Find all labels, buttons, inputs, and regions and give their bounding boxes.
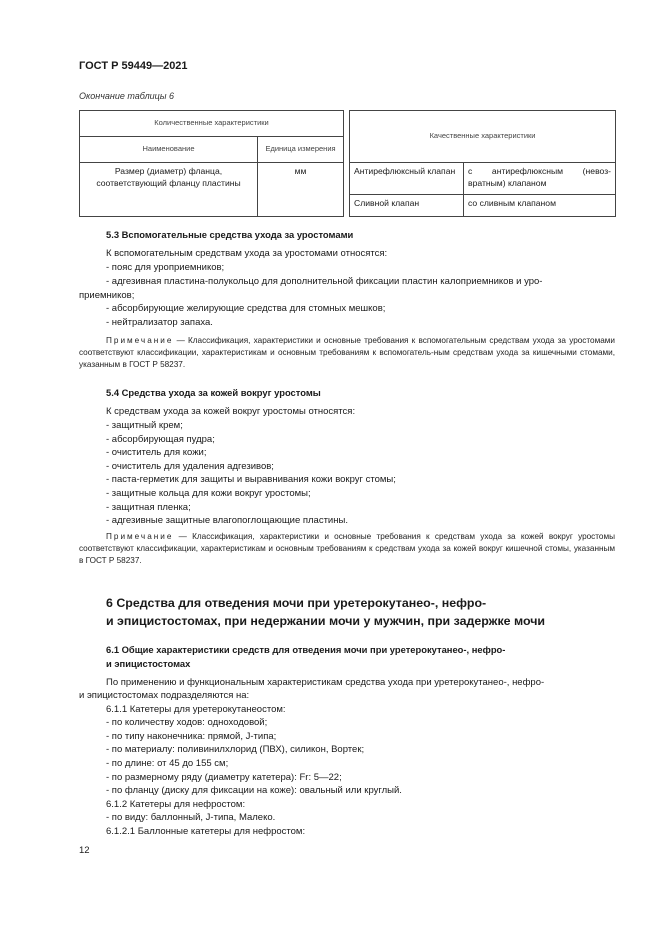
list-item: - абсорбирующие желирующие средства для стомных мешков; xyxy=(106,303,386,314)
list-item: приемников; xyxy=(79,290,135,301)
list-item: - очиститель для кожи; xyxy=(106,447,207,458)
list-item: - по длине: от 45 до 155 см; xyxy=(106,758,229,769)
paragraph: и эпицистостомах подразделяются на: xyxy=(79,690,250,701)
note-text: — Классификация, характеристики и основные требования к средствам ухода за кожей вокруг уростомы соответствуют классификации, характеристикам и основным требованиям к средствам ухода за кожей вокруг кишечной стомы, указанным в ГОСТ Р 58237. xyxy=(79,532,615,565)
table-cell-quality: Сливной клапан xyxy=(350,195,464,217)
characteristics-table xyxy=(79,110,616,217)
list-item: - адгезивная пластина-полукольцо для дополнительной фиксации пластин калоприемников и уро- xyxy=(106,276,543,287)
list-item: - по фланцу (диску для фиксации на коже): овальный или круглый. xyxy=(106,785,402,796)
group-header-qualitative: Качественные характеристики xyxy=(350,111,616,163)
note-label: Примечание xyxy=(106,336,174,345)
list-item: - по материалу: поливинилхлорид (ПВХ), силикон, Вортек; xyxy=(106,744,365,755)
column-header-unit: Единица измерения xyxy=(258,137,344,163)
list-item: - защитная пленка; xyxy=(106,502,191,513)
list-item: - по размерному ряду (диаметру катетера): Fr: 5—22; xyxy=(106,772,342,783)
list-item: - по типу наконечника: прямой, J-типа; xyxy=(106,731,277,742)
table-cell-quality-value: со сливным клапаном xyxy=(464,195,616,217)
column-header-name: Наименование xyxy=(80,137,258,163)
page-number: 12 xyxy=(79,845,90,856)
table-cell-quality: Антирефлюксный клапан xyxy=(350,163,464,195)
table-cell-quality-value: с антирефлюксным (невоз-вратным) клапаном xyxy=(464,163,616,195)
subsection-title-line: 6.1 Общие характеристики средств для отведения мочи при уретерокутанео-, нефро- xyxy=(106,644,506,655)
list-item: - по количеству ходов: одноходовой; xyxy=(106,717,268,728)
list-item: - адгезивные защитные влагопоглощающие пластины. xyxy=(106,515,348,526)
list-item: - нейтрализатор запаха. xyxy=(106,317,213,328)
section-title: 5.3 Вспомогательные средства ухода за уростомами xyxy=(106,229,354,240)
list-item: 6.1.2.1 Баллонные катетеры для нефростом: xyxy=(106,826,306,837)
note xyxy=(79,531,615,567)
paragraph: По применению и функциональным характеристикам средства ухода при уретерокутанео-, нефро- xyxy=(106,677,545,688)
chapter-title-line: 6 Средства для отведения мочи при уретерокутанео-, нефро- xyxy=(106,596,487,610)
note xyxy=(79,335,615,371)
document-header: ГОСТ Р 59449—2021 xyxy=(79,60,188,72)
group-header-quantitative: Количественные характеристики xyxy=(80,111,344,137)
paragraph: К средствам ухода за кожей вокруг уростомы относятся: xyxy=(106,406,356,417)
list-item: - паста-герметик для защиты и выравнивания кожи вокруг стомы; xyxy=(106,474,396,485)
list-item: - защитный крем; xyxy=(106,420,183,431)
table-caption: Окончание таблицы 6 xyxy=(79,91,174,101)
paragraph: К вспомогательным средствам ухода за уростомами относятся: xyxy=(106,248,388,259)
chapter-title-line: и эпицистостомах, при недержании мочи у мужчин, при задержке мочи xyxy=(106,614,546,628)
table-cell-name: Размер (диаметр) фланца, соответствующий фланцу пластины xyxy=(80,163,258,217)
list-item: - защитные кольца для кожи вокруг уростомы; xyxy=(106,488,311,499)
list-item: - очиститель для удаления адгезивов; xyxy=(106,461,274,472)
section-title: 5.4 Средства ухода за кожей вокруг уростомы xyxy=(106,387,321,398)
note-text: — Классификация, характеристики и основные требования к вспомогательным средствам уходa за уростомами соответствуют классификации, характеристикам и основным требованиям к вспомогатель-ным средствам ухода за кишечными стомами, указанным в ГОСТ Р 58237. xyxy=(79,336,615,369)
list-item: - по виду: баллонный, J-типа, Малеко. xyxy=(106,812,276,823)
note-label: Примечание xyxy=(106,532,174,541)
list-item: - пояс для уроприемников; xyxy=(106,262,225,273)
subsection-title-line: и эпицистостомах xyxy=(106,658,191,669)
list-item: - абсорбирующая пудра; xyxy=(106,434,215,445)
list-item: 6.1.2 Катетеры для нефростом: xyxy=(106,799,246,810)
table-cell-unit: мм xyxy=(258,163,344,217)
list-item: 6.1.1 Катетеры для уретерокутанеостом: xyxy=(106,704,286,715)
